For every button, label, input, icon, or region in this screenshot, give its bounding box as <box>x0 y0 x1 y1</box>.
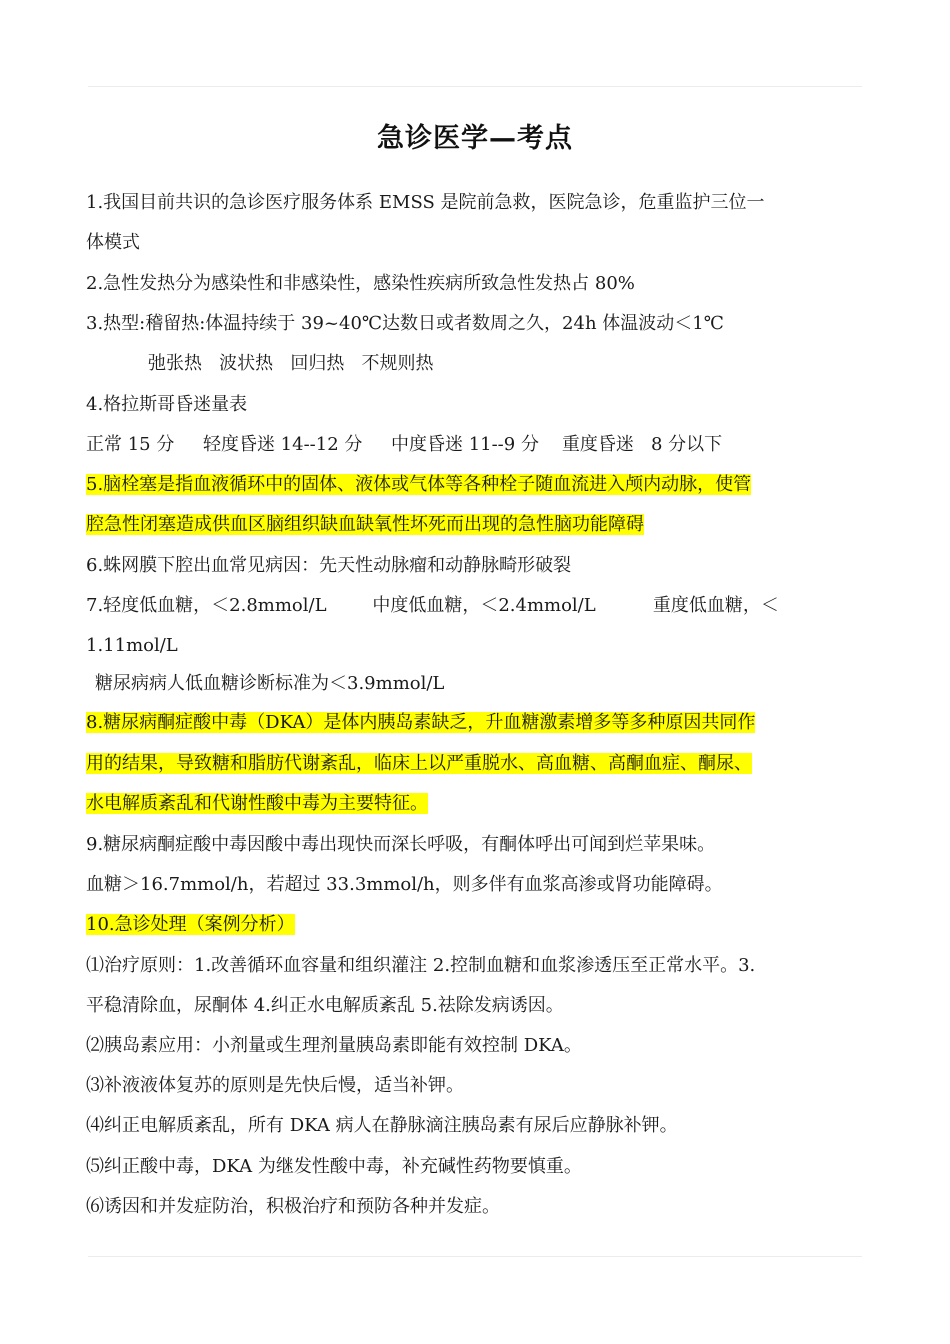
text-line: 弛张热 波状热 回归热 不规则热 <box>148 353 434 374</box>
bottom-divider <box>88 1256 862 1257</box>
highlighted-text: 腔急性闭塞造成供血区脑组织缺血缺氧性坏死而出现的急性脑功能障碍 <box>86 514 644 535</box>
text-line: 6.蛛网膜下腔出血常见病因：先天性动脉瘤和动静脉畸形破裂 <box>86 555 572 576</box>
text-line: 7.轻度低血糖，＜2.8mmol/L 中度低血糖，＜2.4mmol/L 重度低血糖，＜ <box>86 595 779 616</box>
highlighted-heading: 10.急诊处理（案例分析） <box>86 914 295 935</box>
text-line: ⑷纠正电解质紊乱，所有 DKA 病人在静脉滴注胰岛素有尿后应静脉补钾。 <box>86 1115 678 1136</box>
text-line: ⑸纠正酸中毒，DKA 为继发性酸中毒，补充碱性药物要慎重。 <box>86 1156 582 1177</box>
text-line: ⑵胰岛素应用：小剂量或生理剂量胰岛素即能有效控制 DKA。 <box>86 1035 582 1056</box>
text-line: 正常 15 分 轻度昏迷 14--12 分 中度昏迷 11--9 分 重度昏迷 8 分以下 <box>86 434 723 455</box>
text-line: 9.糖尿病酮症酸中毒因酸中毒出现快而深长呼吸，有酮体呼出可闻到烂苹果味。 <box>86 834 716 855</box>
text-line: ⑹诱因和并发症防治，积极治疗和预防各种并发症。 <box>86 1196 500 1217</box>
highlighted-text: 5.脑栓塞是指血液循环中的固体、液体或气体等各种栓子随血流进入颅内动脉，使管 <box>86 474 752 495</box>
highlighted-text: 8.糖尿病酮症酸中毒（DKA）是体内胰岛素缺乏，升血糖激素增多等多种原因共同作 <box>86 712 756 733</box>
text-line: ⑶补液液体复苏的原则是先快后慢，适当补钾。 <box>86 1075 464 1096</box>
text-line: 3.热型:稽留热:体温持续于 39~40℃达数日或者数周之久，24h 体温波动＜1℃ <box>86 313 724 334</box>
page-title: 急诊医学—考点 <box>377 123 573 154</box>
text-line: 1.11mol/L <box>86 635 178 656</box>
text-line: 体模式 <box>86 232 140 253</box>
text-line: 4.格拉斯哥昏迷量表 <box>86 394 248 415</box>
text-line: ⑴治疗原则：1.改善循环血容量和组织灌注 2.控制血糖和血浆渗透压至正常水平。3. <box>86 955 756 976</box>
text-line: 糖尿病病人低血糖诊断标准为＜3.9mmol/L <box>95 673 445 694</box>
highlighted-text: 用的结果，导致糖和脂肪代谢紊乱，临床上以严重脱水、高血糖、高酮血症、酮尿、 <box>86 753 752 774</box>
highlighted-text: 水电解质紊乱和代谢性酸中毒为主要特征。 <box>86 793 428 814</box>
text-line: 血糖＞16.7mmol/h，若超过 33.3mmol/h，则多伴有血浆高渗或肾功能障碍。 <box>86 874 723 895</box>
text-line: 1.我国目前共识的急诊医疗服务体系 EMSS 是院前急救，医院急诊，危重监护三位一 <box>86 192 765 213</box>
text-line: 2.急性发热分为感染性和非感染性，感染性疾病所致急性发热占 80% <box>86 273 635 294</box>
text-line: 平稳清除血，尿酮体 4.纠正水电解质紊乱 5.祛除发病诱因。 <box>86 995 564 1016</box>
top-divider <box>88 86 862 87</box>
